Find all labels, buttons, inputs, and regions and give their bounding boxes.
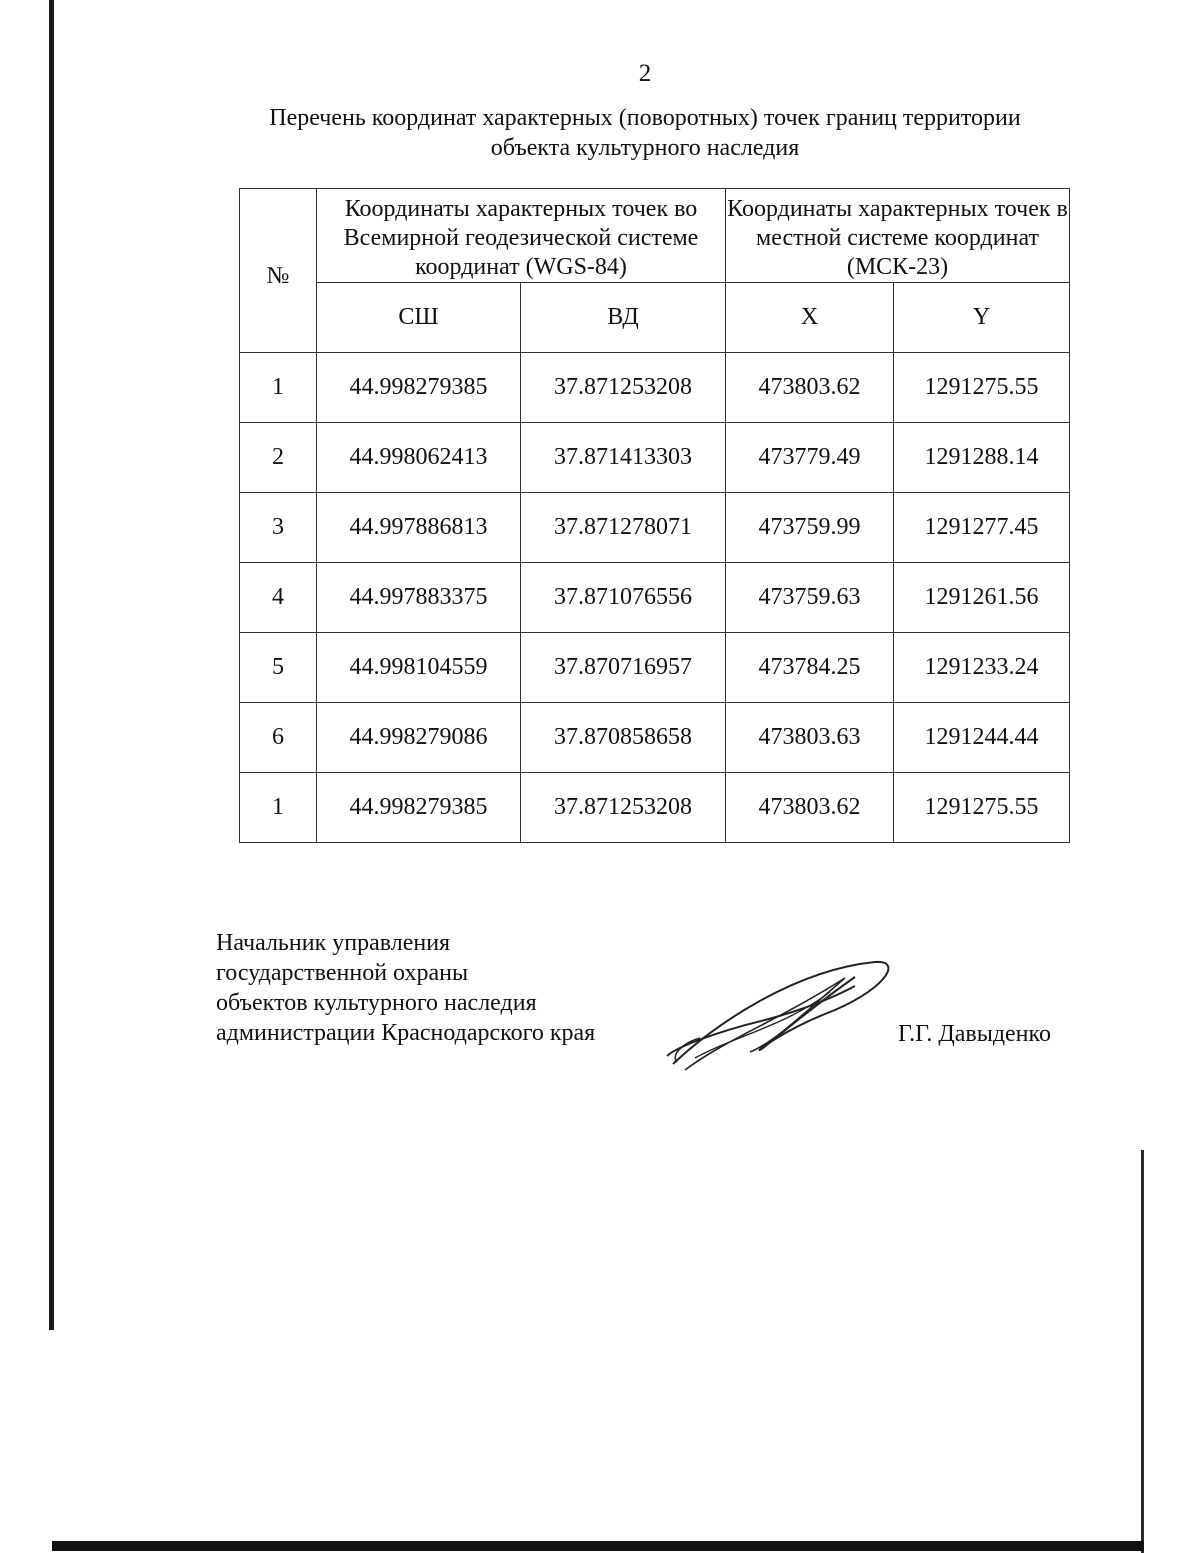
- point-number-cell: 6: [240, 703, 317, 773]
- document-title: [230, 103, 1060, 163]
- latitude-cell: 44.998279086: [317, 703, 521, 773]
- table-row: [240, 423, 1070, 493]
- wgs84-header: Координаты характерных точек во Всемирной геодезической системе координат (WGS-84): [317, 189, 726, 283]
- x-coordinate-cell: 473803.62: [726, 773, 894, 843]
- signer-name: Г.Г. Давыденко: [898, 1021, 1051, 1047]
- y-coordinate-cell: 1291288.14: [894, 423, 1070, 493]
- longitude-header: ВД: [521, 283, 726, 353]
- longitude-cell: 37.871076556: [521, 563, 726, 633]
- point-number-cell: 1: [240, 353, 317, 423]
- scan-edge-right: [1141, 1150, 1144, 1553]
- document-title-line-1: Перечень координат характерных (поворотных) точек границ территории: [269, 105, 1021, 131]
- signer-position: [216, 928, 595, 1048]
- msk23-header: Координаты характерных точек в местной системе координат (МСК-23): [726, 189, 1070, 283]
- point-number-cell: 3: [240, 493, 317, 563]
- page-number: 2: [638, 60, 652, 87]
- longitude-cell: 37.871253208: [521, 773, 726, 843]
- x-coordinate-cell: 473759.99: [726, 493, 894, 563]
- table-row: [240, 633, 1070, 703]
- latitude-cell: 44.998279385: [317, 773, 521, 843]
- longitude-cell: 37.870716957: [521, 633, 726, 703]
- y-coordinate-cell: 1291233.24: [894, 633, 1070, 703]
- point-number-cell: 5: [240, 633, 317, 703]
- signer-position-line: администрации Краснодарского края: [216, 1020, 596, 1046]
- signer-position-line: Начальник управления: [216, 930, 451, 956]
- signer-position-line: государственной охраны: [216, 960, 469, 986]
- table-row: [240, 493, 1070, 563]
- table-row: [240, 773, 1070, 843]
- signer-position-line: объектов культурного наследия: [216, 990, 537, 1016]
- y-coordinate-cell: 1291244.44: [894, 703, 1070, 773]
- point-number-header: №: [240, 189, 317, 353]
- table-header-row: [240, 189, 1070, 283]
- handwritten-signature: [655, 952, 895, 1077]
- y-coordinate-cell: 1291275.55: [894, 773, 1070, 843]
- coordinates-table: [239, 188, 1070, 843]
- latitude-cell: 44.998062413: [317, 423, 521, 493]
- table-row: [240, 703, 1070, 773]
- scan-edge-left: [49, 0, 54, 1330]
- table-row: [240, 563, 1070, 633]
- latitude-cell: 44.998279385: [317, 353, 521, 423]
- latitude-cell: 44.997883375: [317, 563, 521, 633]
- y-coordinate-cell: 1291277.45: [894, 493, 1070, 563]
- y-coordinate-header: Y: [894, 283, 1070, 353]
- x-coordinate-cell: 473784.25: [726, 633, 894, 703]
- table-subheader-row: [240, 283, 1070, 353]
- latitude-cell: 44.998104559: [317, 633, 521, 703]
- longitude-cell: 37.870858658: [521, 703, 726, 773]
- y-coordinate-cell: 1291275.55: [894, 353, 1070, 423]
- table-row: [240, 353, 1070, 423]
- longitude-cell: 37.871413303: [521, 423, 726, 493]
- x-coordinate-header: X: [726, 283, 894, 353]
- x-coordinate-cell: 473803.63: [726, 703, 894, 773]
- latitude-cell: 44.997886813: [317, 493, 521, 563]
- document-title-line-2: объекта культурного наследия: [490, 135, 800, 161]
- point-number-cell: 4: [240, 563, 317, 633]
- y-coordinate-cell: 1291261.56: [894, 563, 1070, 633]
- x-coordinate-cell: 473803.62: [726, 353, 894, 423]
- latitude-header: СШ: [317, 283, 521, 353]
- point-number-cell: 2: [240, 423, 317, 493]
- scan-edge-bottom: [52, 1541, 1144, 1551]
- longitude-cell: 37.871278071: [521, 493, 726, 563]
- point-number-cell: 1: [240, 773, 317, 843]
- x-coordinate-cell: 473779.49: [726, 423, 894, 493]
- longitude-cell: 37.871253208: [521, 353, 726, 423]
- x-coordinate-cell: 473759.63: [726, 563, 894, 633]
